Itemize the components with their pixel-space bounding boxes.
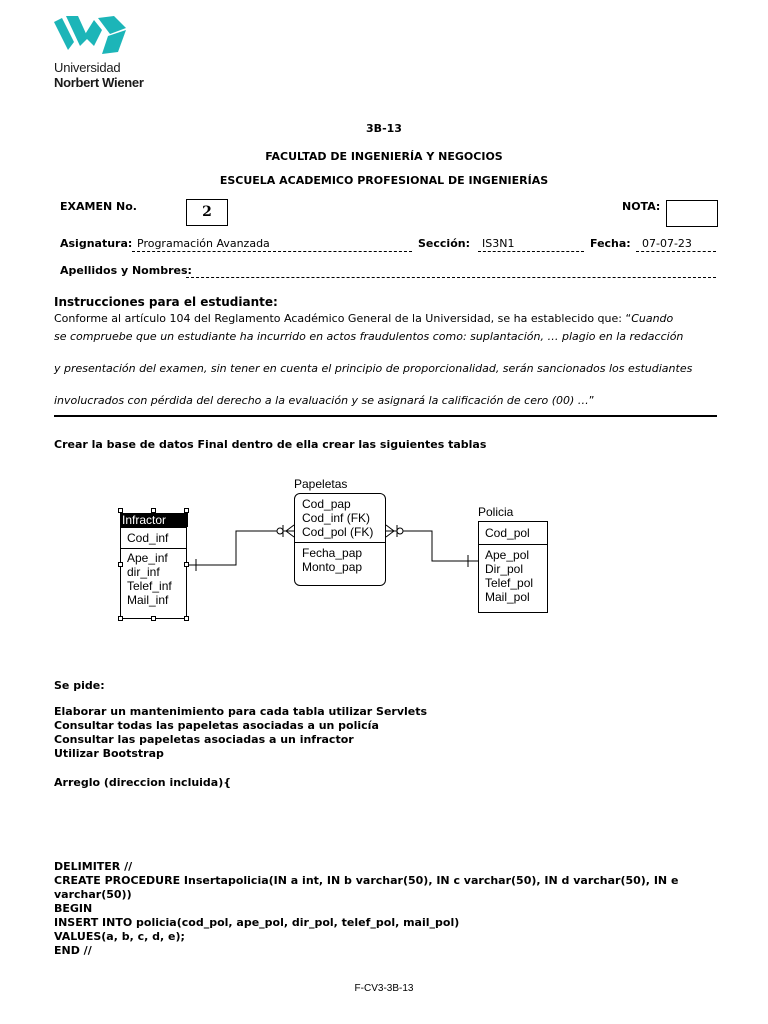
entity-infractor[interactable] <box>120 527 187 619</box>
sql-line: CREATE PROCEDURE Insertapolicia(IN a int, IN b varchar(50), IN c varchar(50), IN d varchar(50), IN e <box>54 874 679 887</box>
exam-number-value: 2 <box>202 204 212 220</box>
infractor-pk: Cod_inf <box>127 531 169 545</box>
papeletas-pk-section <box>295 494 385 542</box>
relation-infractor-papeletas <box>186 531 294 565</box>
policia-attr: Dir_pol <box>485 562 524 576</box>
sql-line: INSERT INTO policia(cod_pol, ape_pol, dir_pol, telef_pol, mail_pol) <box>54 916 460 929</box>
instructions-intro: Conforme al artículo 104 del Reglamento Académico General de la Universidad, se ha establecido que: “ <box>54 312 632 325</box>
sql-line: DELIMITER // <box>54 860 133 873</box>
selection-handle[interactable] <box>151 508 156 513</box>
exam-number-label: EXAMEN No. <box>60 200 137 213</box>
arreglo-text: Arreglo (direccion incluida){ <box>54 776 232 789</box>
infractor-pk-section <box>121 528 186 548</box>
selection-handle[interactable] <box>151 616 156 621</box>
names-label: Apellidos y Nombres: <box>60 264 192 277</box>
requirements-title: Se pide: <box>54 679 105 692</box>
selection-handle[interactable] <box>118 616 123 621</box>
logo-line-1: Universidad <box>54 60 121 75</box>
papeletas-attr: Monto_pap <box>302 560 363 574</box>
selection-handle[interactable] <box>184 616 189 621</box>
logo-line-2: Norbert Wiener <box>54 75 144 90</box>
date-value: 07-07-23 <box>642 237 692 250</box>
infractor-attr: Telef_inf <box>127 579 172 593</box>
instructions-line-4-text: involucrados con pérdida del derecho a la evaluación y se asignará la calificación de cero (00) … <box>54 394 589 407</box>
school-title: ESCUELA ACADEMICO PROFESIONAL DE INGENIERÍAS <box>219 174 549 187</box>
requirement-item: Utilizar Bootstrap <box>54 747 164 760</box>
entity-policia-title: Policia <box>478 505 514 519</box>
subject-label: Asignatura: <box>60 237 133 250</box>
subject-value: Programación Avanzada <box>137 237 270 250</box>
selection-handle[interactable] <box>184 562 189 567</box>
policia-attr: Mail_pol <box>485 590 530 604</box>
sql-line: varchar(50)) <box>54 888 132 901</box>
policia-attrs-section <box>479 544 547 607</box>
papeletas-pk: Cod_pap <box>302 497 351 511</box>
policia-attr: Ape_pol <box>485 548 530 562</box>
sql-line: VALUES(a, b, c, d, e); <box>54 930 185 943</box>
entity-papeletas[interactable] <box>294 493 386 586</box>
selection-handle[interactable] <box>118 562 123 567</box>
papeletas-pk: Cod_pol (FK) <box>302 525 374 539</box>
sql-line: END // <box>54 944 92 957</box>
papeletas-attrs-section <box>295 542 385 577</box>
infractor-attr: dir_inf <box>127 565 160 579</box>
requirements-list <box>54 705 427 761</box>
papeletas-attr: Fecha_pap <box>302 546 363 560</box>
entity-papeletas-title: Papeletas <box>294 477 348 491</box>
instructions-line-3-text: y presentación del examen, sin tener en cuenta el principio de proporcionalidad, serán sancionados los estudiantes <box>54 362 693 375</box>
requirement-item: Elaborar un mantenimiento para cada tabla utilizar Servlets <box>54 705 428 718</box>
infractor-attr: Ape_inf <box>127 551 168 565</box>
instructions-line-2-text: se compruebe que un estudiante ha incurrido en actos fraudulentos como: suplantación, … plagio en la redacción <box>54 330 684 343</box>
policia-pk: Cod_pol <box>485 526 530 540</box>
requirement-item: Consultar todas las papeletas asociadas a un policía <box>54 719 379 732</box>
requirement-item: Consultar las papeletas asociadas a un infractor <box>54 733 354 746</box>
document-code: 3B-13 <box>366 122 402 135</box>
sql-line: BEGIN <box>54 902 93 915</box>
selection-handle[interactable] <box>184 508 189 513</box>
faculty-title: FACULTAD DE INGENIERÍA Y NEGOCIOS <box>265 150 503 163</box>
grade-label: NOTA: <box>622 200 661 213</box>
task-intro: Crear la base de datos Final dentro de ella crear las siguientes tablas <box>54 438 487 451</box>
date-label: Fecha: <box>590 237 631 250</box>
policia-attr: Telef_pol <box>485 576 534 590</box>
selection-handle[interactable] <box>118 508 123 513</box>
footer-code: F-CV3-3B-13 <box>354 983 414 994</box>
sql-block <box>54 860 678 958</box>
entity-policia[interactable] <box>478 521 548 613</box>
infractor-attr: Mail_inf <box>127 593 169 607</box>
infractor-attrs-section <box>121 548 186 609</box>
instructions-line-1-tail: Cuando <box>631 312 674 325</box>
papeletas-pk: Cod_inf (FK) <box>302 511 371 525</box>
instructions-title: Instrucciones para el estudiante: <box>54 295 278 309</box>
section-label: Sección: <box>418 237 470 250</box>
entity-infractor-title[interactable]: Infractor <box>120 513 188 527</box>
section-value: IS3N1 <box>482 237 515 250</box>
relation-papeletas-policia <box>386 531 478 561</box>
policia-pk-section <box>479 522 547 544</box>
instructions-close-quote: ” <box>588 394 595 407</box>
